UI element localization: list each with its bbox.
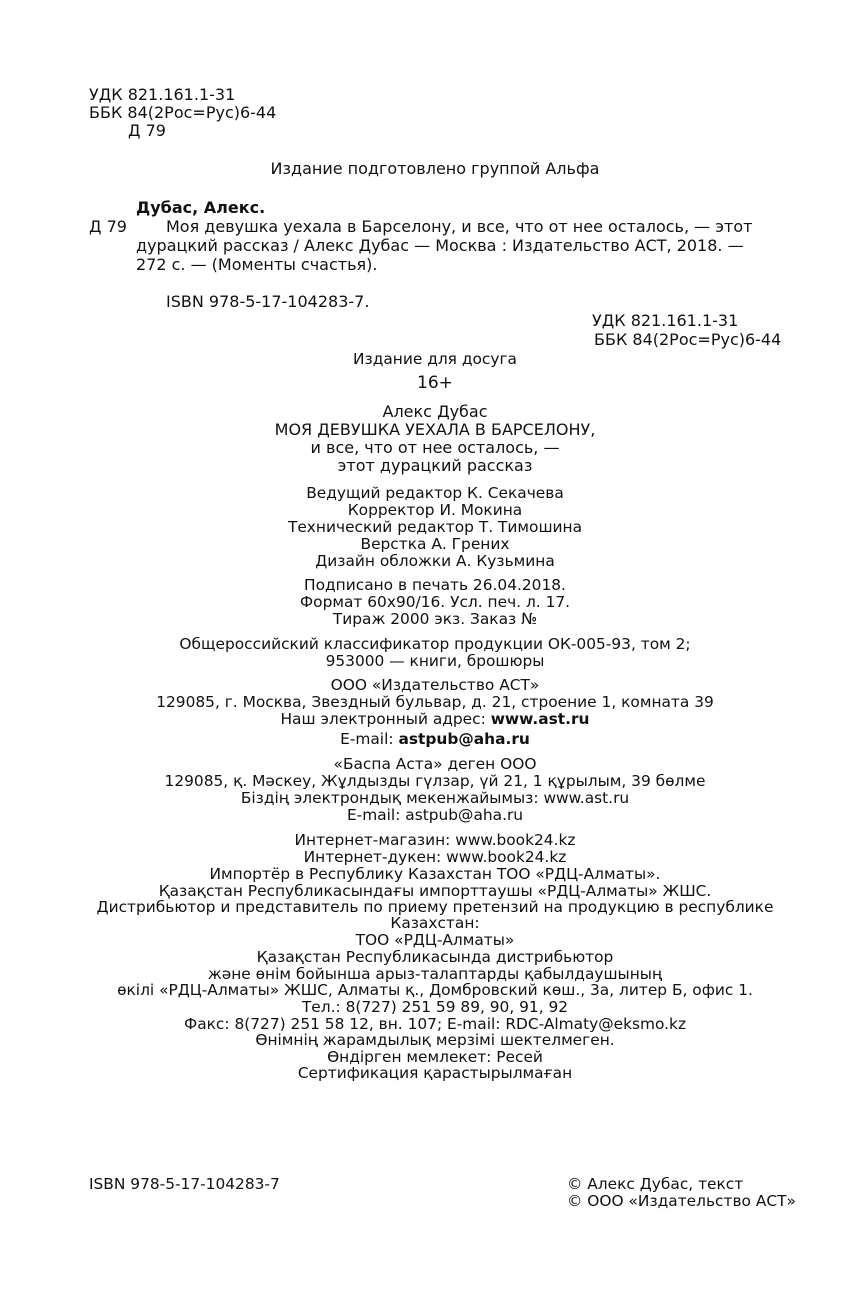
publisher-kz-email: E-mail: astpub@aha.ru [346, 806, 524, 824]
publisher-kz-web: Біздің электрондық мекенжайымыз: www.ast.ru [240, 789, 630, 807]
distribution-line: Өндірген мемлекет: Ресей [327, 1048, 543, 1066]
author-mark: Д 79 [128, 121, 166, 140]
distribution-line: Интернет-магазин: www.book24.kz [294, 831, 576, 849]
distribution-line: Импортёр в Республику Казахстан ТОО «РДЦ-Алматы». [209, 865, 661, 883]
right-bbk: ББК 84(2Рос=Рус)6-44 [594, 330, 782, 349]
distribution-line: Қазақстан Республикасындағы импорттаушы «РДЦ-Алматы» ЖШС. [158, 882, 712, 900]
udk-code: УДК 821.161.1-31 [89, 85, 236, 104]
publisher-address: 129085, г. Москва, Звездный бульвар, д. 21, строение 1, комната 39 [156, 693, 714, 711]
age-rating: 16+ [417, 373, 453, 393]
distribution-line: Тел.: 8(727) 251 59 89, 90, 91, 92 [301, 998, 569, 1016]
distribution-line: Қазақстан Республикасында дистрибьютор [256, 948, 614, 966]
bib-line-2: дурацкий рассказ / Алекс Дубас — Москва : Издательство АСТ, 2018. — [136, 236, 744, 255]
publisher-email [0, 731, 845, 748]
bbk-code: ББК 84(2Рос=Рус)6-44 [89, 103, 277, 122]
credit-line: Корректор И. Мокина [347, 501, 523, 519]
prepared-by: Издание подготовлено группой Альфа [270, 159, 600, 178]
bib-mark: Д 79 [89, 217, 127, 236]
distribution-line: өкілі «РДЦ-Алматы» ЖШС, Алматы қ., Домбровский көш., 3а, литер Б, офис 1. [117, 981, 753, 999]
bib-line-1: Моя девушка уехала в Барселону, и все, что от нее осталось, — этот [166, 217, 753, 236]
edition-type: Издание для досуга [353, 350, 517, 368]
distribution-line: Факс: 8(727) 251 58 12, вн. 107; E-mail: RDC-Almaty@eksmo.kz [183, 1015, 687, 1033]
title-author: Алекс Дубас [382, 402, 488, 421]
credit-line: Технический редактор Т. Тимошина [287, 518, 583, 536]
print-info-line: Формат 60x90/16. Усл. печ. л. 17. [299, 593, 571, 611]
distribution-line: Дистрибьютор и представитель по приему претензий на продукцию в республике [96, 898, 774, 916]
publisher-kz-address: 129085, қ. Мәскеу, Жұлдызды гүлзар, үй 21, 1 құрылым, 39 бөлме [164, 772, 706, 790]
distribution-line: ТОО «РДЦ-Алматы» [355, 931, 515, 949]
distribution-line: және өнім бойынша арыз-талаптарды қабылдаушының [207, 965, 663, 983]
distribution-line: Казахстан: [390, 914, 480, 932]
publisher-email-label: E-mail: [340, 730, 399, 748]
publisher-web-link[interactable]: www.ast.ru [490, 710, 590, 728]
footer-isbn: ISBN 978-5-17-104283-7 [89, 1175, 280, 1193]
title-line-3: этот дурацкий рассказ [337, 456, 533, 475]
distribution-line: Өнімнің жарамдылық мерзімі шектелмеген. [255, 1031, 615, 1049]
title-line-1: МОЯ ДЕВУШКА УЕХАЛА В БАРСЕЛОНУ, [274, 420, 596, 439]
bib-author: Дубас, Алекс. [136, 198, 266, 217]
credit-line: Ведущий редактор К. Секачева [306, 484, 564, 502]
distribution-line: Интернет-дукен: www.book24.kz [303, 848, 567, 866]
bib-line-3: 272 с. — (Моменты счастья). [136, 255, 378, 274]
credit-line: Дизайн обложки А. Кузьмина [315, 552, 555, 570]
top-codes [89, 86, 276, 140]
publisher-web-label: Наш электронный адрес: [280, 710, 491, 728]
right-udk: УДК 821.161.1-31 [592, 311, 739, 330]
distribution-line: Сертификация қарастырылмаған [297, 1064, 573, 1082]
credit-line: Верстка А. Грених [360, 535, 510, 553]
classifier-line: 953000 — книги, брошюры [325, 652, 545, 670]
publisher-kz-name: «Баспа Аста» деген ООО [333, 755, 537, 773]
copyright-publisher: © ООО «Издательство АСТ» [567, 1192, 796, 1210]
publisher-email-link[interactable]: astpub@aha.ru [398, 730, 530, 748]
title-line-2: и все, что от нее осталось, — [310, 438, 560, 457]
publisher-web [0, 711, 845, 728]
print-info-line: Подписано в печать 26.04.2018. [304, 576, 566, 594]
copyright-author: © Алекс Дубас, текст [567, 1175, 744, 1193]
print-info-line: Тираж 2000 экз. Заказ № [332, 610, 538, 628]
bib-isbn: ISBN 978-5-17-104283-7. [166, 292, 370, 311]
classifier-line: Общероссийский классификатор продукции ОК-005-93, том 2; [179, 635, 691, 653]
publisher-name: ООО «Издательство АСТ» [330, 676, 540, 694]
